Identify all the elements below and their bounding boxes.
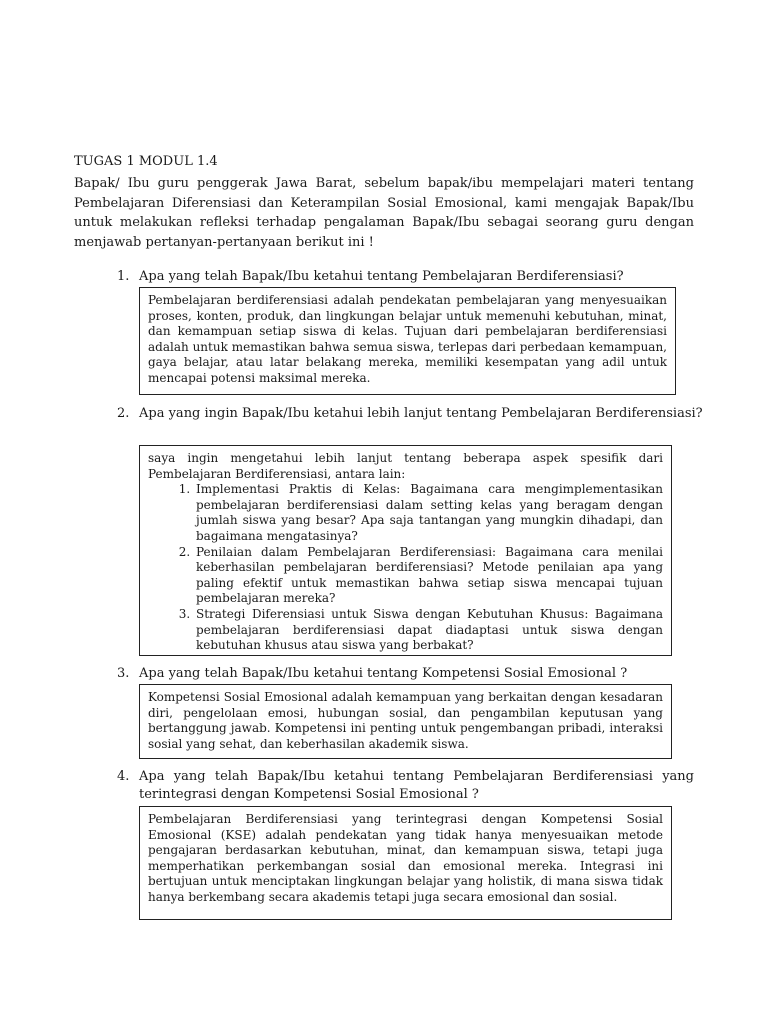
question-2 (117, 405, 707, 423)
question-text: Apa yang ingin Bapak/Ibu ketahui lebih lanjut tentang Pembelajaran Berdiferensiasi? (139, 406, 703, 421)
answer-text: Pembelajaran Berdiferensiasi yang terintegrasi dengan Kompetensi Sosial Emosional (KSE) adalah pendekatan yang tidak hanya menyesuaikan metode pengajaran berdasarkan kebutuhan, minat, dan kemampuan siswa, tetapi juga memperhatikan perkembangan sosial dan emosional mereka. Integrasi ini bertujuan untuk menciptakan lingkungan belajar yang holistik, di mana siswa tidak hanya berkembang secara akademis tetapi juga secara emosional dan sosial. (148, 812, 663, 904)
answer-box-4 (139, 806, 672, 920)
question-4 (117, 768, 694, 804)
question-text: Apa yang telah Bapak/Ibu ketahui tentang Pembelajaran Berdiferensiasi yang terintegrasi dengan Kompetensi Sosial Emosional ? (139, 769, 694, 802)
answer-list (148, 482, 663, 654)
question-number: 3. (117, 666, 130, 681)
question-text: Apa yang telah Bapak/Ibu ketahui tentang Pembelajaran Berdiferensiasi? (139, 269, 624, 284)
list-item: 1. Implementasi Praktis di Kelas: Bagaimana cara mengimplementasikan pembelajaran berdiferensiasi dalam setting kelas yang beragam dengan jumlah siswa yang besar? Apa saja tantangan yang mungkin dihadapi, dan bagaimana mengatasinya? (194, 482, 663, 544)
question-number: 4. (117, 769, 130, 784)
answer-box-2 (139, 445, 672, 656)
answer-text: Kompetensi Sosial Emosional adalah kemampuan yang berkaitan dengan kesadaran diri, pengelolaan emosi, hubungan sosial, dan pengambilan keputusan yang bertanggung jawab. Kompetensi ini penting untuk pengembangan pribadi, interaksi sosial yang sehat, dan keberhasilan akademik siswa. (148, 690, 663, 751)
question-1 (117, 268, 694, 286)
question-3 (117, 665, 694, 683)
answer-box-1 (139, 287, 676, 395)
question-text: Apa yang telah Bapak/Ibu ketahui tentang Kompetensi Sosial Emosional ? (139, 666, 628, 681)
list-item: 3. Strategi Diferensiasi untuk Siswa dengan Kebutuhan Khusus: Bagaimana pembelajaran berdiferensiasi dapat diadaptasi untuk siswa dengan kebutuhan khusus atau siswa yang berbakat? (194, 607, 663, 654)
question-number: 1. (117, 269, 130, 284)
intro-paragraph: Bapak/ Ibu guru penggerak Jawa Barat, sebelum bapak/ibu mempelajari materi tentang Pembelajaran Diferensiasi dan Keterampilan Sosial Emosional, kami mengajak Bapak/Ibu untuk melakukan refleksi terhadap pengalaman Bapak/Ibu sebagai seorang guru dengan menjawab pertanyan-pertanyaan berikut ini ! (74, 176, 694, 250)
answer-intro-text: saya ingin mengetahui lebih lanjut tentang beberapa aspek spesifik dari Pembelajaran Berdiferensiasi, antara lain: (148, 451, 663, 481)
document-title: TUGAS 1 MODUL 1.4 (74, 154, 218, 169)
list-item: 2. Penilaian dalam Pembelajaran Berdiferensiasi: Bagaimana cara menilai keberhasilan pembelajaran berdiferensiasi? Metode penilaian apa yang paling efektif untuk memastikan bahwa setiap siswa mencapai tujuan pembelajaran mereka? (194, 545, 663, 607)
question-number: 2. (117, 406, 130, 421)
answer-text: Pembelajaran berdiferensiasi adalah pendekatan pembelajaran yang menyesuaikan proses, konten, produk, dan lingkungan belajar untuk memenuhi kebutuhan, minat, dan kemampuan setiap siswa di kelas. Tujuan dari pembelajaran berdiferensiasi adalah untuk memastikan bahwa semua siswa, terlepas dari perbedaan kemampuan, gaya belajar, atau latar belakang mereka, memiliki kesempatan yang adil untuk mencapai potensi maksimal mereka. (148, 293, 667, 385)
answer-box-3 (139, 684, 672, 759)
